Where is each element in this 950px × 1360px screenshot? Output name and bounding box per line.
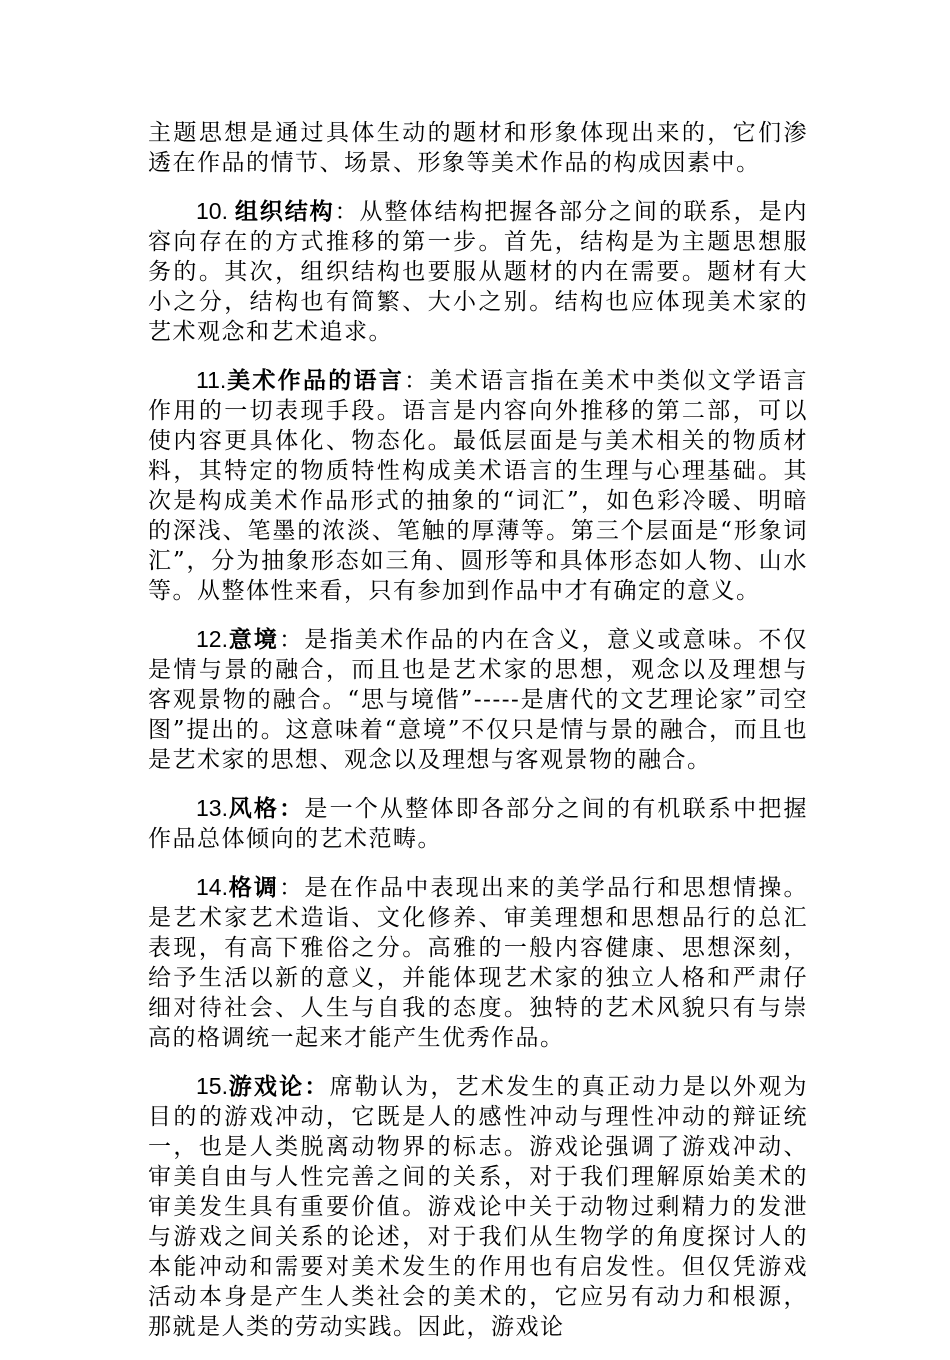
paragraph-play-theory [148,1071,808,1342]
document-page [148,118,808,1360]
item-number: 10. [196,198,235,224]
term-heading: 格调 [227,874,280,901]
term-heading: 美术作品的语言 [226,367,405,394]
paragraph-tone [148,872,808,1053]
item-number: 15. [196,1073,228,1099]
paragraph-style [148,793,808,854]
paragraph-text: 是指美术作品的内在含义，意义或意味。不仅是情与景的融合，而且也是艺术家的思想，观念以及理想与客观景物的融合。“思与境偕”-----是唐代的文艺理论家”司空图”提出的。这意味着“意境”不仅只是情与景的融合，而且也是艺术家的思想、观念以及理想与客观景物的融合。 [148,627,809,773]
paragraph-text: 从整体结构把握各部分之间的联系，是内容向存在的方式推移的第一步。首先，结构是为主题思想服务的。其次，组织结构也要服从题材的内在需要。题材有大小之分，结构也有简繁、大小之别。结构也应体现美术家的艺术观念和艺术追求。 [148,199,809,345]
term-heading: 风格： [227,795,305,822]
paragraph-theme-continuation [148,118,808,178]
item-number: 11. [196,367,227,393]
paragraph-art-language [148,365,808,606]
item-number: 12. [196,626,228,652]
paragraph-text: 主题思想是通过具体生动的题材和形象体现出来的，它们渗透在作品的情节、场景、形象等美术作品的构成因素中。 [148,120,808,176]
paragraph-text: 是在作品中表现出来的美学品行和思想情操。是艺术家艺术造诣、文化修养、审美理想和思想品行的总汇表现，有高下雅俗之分。高雅的一般内容健康、思想深刻，给予生活以新的意义，并能体现艺术家的独立人格和严肃仔细对待社会、人生与自我的态度。独特的艺术风貌只有与崇高的格调统一起来才能产生优秀作品。 [148,875,809,1051]
paragraph-text: 席勒认为，艺术发生的真正动力是以外观为目的的游戏冲动，它既是人的感性冲动与理性冲动的辩证统一，也是人类脱离动物界的标志。游戏论强调了游戏冲动、审美自由与人性完善之间的关系，对于我们理解原始美术的审美发生具有重要价值。游戏论中关于动物过剩精力的发泄与游戏之间关系的论述，对于我们从生物学的角度探讨人的本能冲动和需要对美术发生的作用也有启发性。但仅凭游戏活动本身是产生人类社会的美术的，它应另有动力和根源，那就是人类的劳动实践。因此，游戏论 [148,1074,809,1340]
term-heading: 组织结构 [234,198,335,225]
paragraph-organization-structure [148,196,808,347]
paragraph-artistic-conception [148,624,808,775]
term-separator: ： [404,368,430,394]
term-heading: 游戏论： [227,1073,330,1100]
term-separator: ： [279,627,305,653]
paragraph-text: 是一个从整体即各部分之间的有机联系中把握作品总体倾向的艺术范畴。 [148,796,809,852]
term-separator: ： [279,875,305,901]
term-heading: 意境 [227,626,280,653]
item-number: 14. [196,874,228,900]
paragraph-text: 美术语言指在美术中类似文学语言作用的一切表现手段。语言是内容向外推移的第二部，可以使内容更具体化、物态化。最低层面是与美术相关的物质材料，其特定的物质特性构成美术语言的生理与心理基础。其次是构成美术作品形式的抽象的“词汇”，如色彩冷暖、明暗的深浅、笔墨的浓淡、笔触的厚薄等。第三个层面是“形象词汇”，分为抽象形态如三角、圆形等和具体形态如人物、山水等。从整体性来看，只有参加到作品中才有确定的意义。 [148,368,809,604]
item-number: 13. [196,795,228,821]
term-separator: ： [334,199,360,225]
